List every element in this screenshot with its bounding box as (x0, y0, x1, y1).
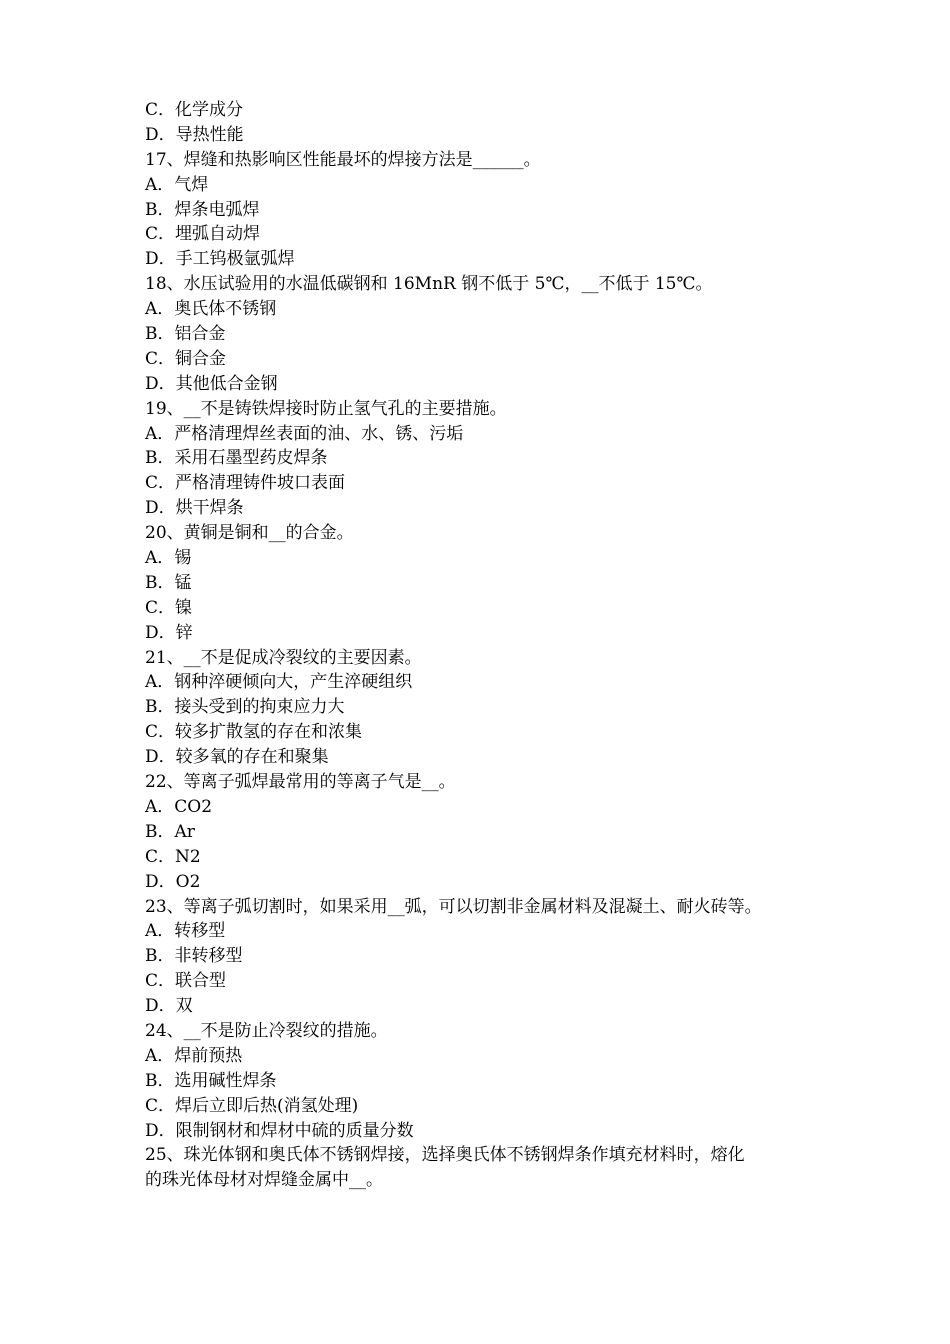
option-b: B．焊条电弧焊 (145, 199, 260, 220)
option-c: C．较多扩散氢的存在和浓集 (145, 722, 363, 743)
option-a: A．钢种淬硬倾向大，产生淬硬组织 (145, 672, 413, 693)
question-21: 21、__不是促成冷裂纹的主要因素。 (145, 647, 422, 668)
text-line: D．导热性能 (145, 124, 244, 145)
option-a: A．转移型 (145, 921, 226, 942)
option-a: A．锡 (145, 548, 192, 569)
option-a: A．奥氏体不锈钢 (145, 299, 277, 320)
option-c: C．镍 (145, 597, 193, 618)
question-18: 18、水压试验用的水温低碳钢和 16MnR 钢不低于 5℃，__不低于 15℃。 (145, 274, 713, 295)
option-b: B．锰 (145, 572, 192, 593)
question-24: 24、__不是防止冷裂纹的措施。 (145, 1020, 388, 1041)
question-22: 22、等离子弧焊最常用的等离子气是__。 (145, 772, 456, 793)
option-a: A．气焊 (145, 174, 209, 195)
option-d: D．O2 (145, 871, 201, 892)
question-23: 23、等离子弧切割时，如果采用__弧，可以切割非金属材料及混凝土、耐火砖等。 (145, 896, 762, 917)
question-20: 20、黄铜是铜和__的合金。 (145, 523, 354, 544)
option-d: D．烘干焊条 (145, 498, 244, 519)
option-a: A．严格清理焊丝表面的油、水、锈、污垢 (145, 423, 464, 444)
option-b: B．采用石墨型药皮焊条 (145, 448, 328, 469)
option-d: D．双 (145, 996, 193, 1017)
option-d: D．其他低合金钢 (145, 373, 278, 394)
option-c: C．联合型 (145, 971, 227, 992)
option-c: C．严格清理铸件坡口表面 (145, 473, 346, 494)
option-d: D．较多氧的存在和聚集 (145, 747, 329, 768)
question-17: 17、焊缝和热影响区性能最坏的焊接方法是______。 (145, 149, 541, 170)
option-d: D．锌 (145, 622, 193, 643)
option-b: B．Ar (145, 821, 195, 842)
option-c: C．焊后立即后热(消氢处理) (145, 1095, 359, 1116)
option-a: A．焊前预热 (145, 1045, 243, 1066)
option-b: B．选用碱性焊条 (145, 1070, 277, 1091)
option-c: C．埋弧自动焊 (145, 224, 261, 245)
question-25: 25、珠光体钢和奥氏体不锈钢焊接，选择奥氏体不锈钢焊条作填充材料时，熔化 (145, 1145, 745, 1166)
option-b: B．接头受到的拘束应力大 (145, 697, 345, 718)
option-d: D．限制钢材和焊材中硫的质量分数 (145, 1120, 414, 1141)
question-19: 19、__不是铸铁焊接时防止氢气孔的主要措施。 (145, 398, 507, 419)
option-c: C．铜合金 (145, 348, 227, 369)
option-a: A．CO2 (145, 796, 213, 817)
text-line: C．化学成分 (145, 100, 244, 120)
option-b: B．非转移型 (145, 946, 243, 967)
option-c: C．N2 (145, 846, 201, 867)
option-b: B．铝合金 (145, 324, 226, 345)
option-d: D．手工钨极氩弧焊 (145, 249, 295, 270)
question-25-continued: 的珠光体母材对焊缝金属中__。 (145, 1170, 383, 1191)
document-page (145, 98, 810, 1193)
